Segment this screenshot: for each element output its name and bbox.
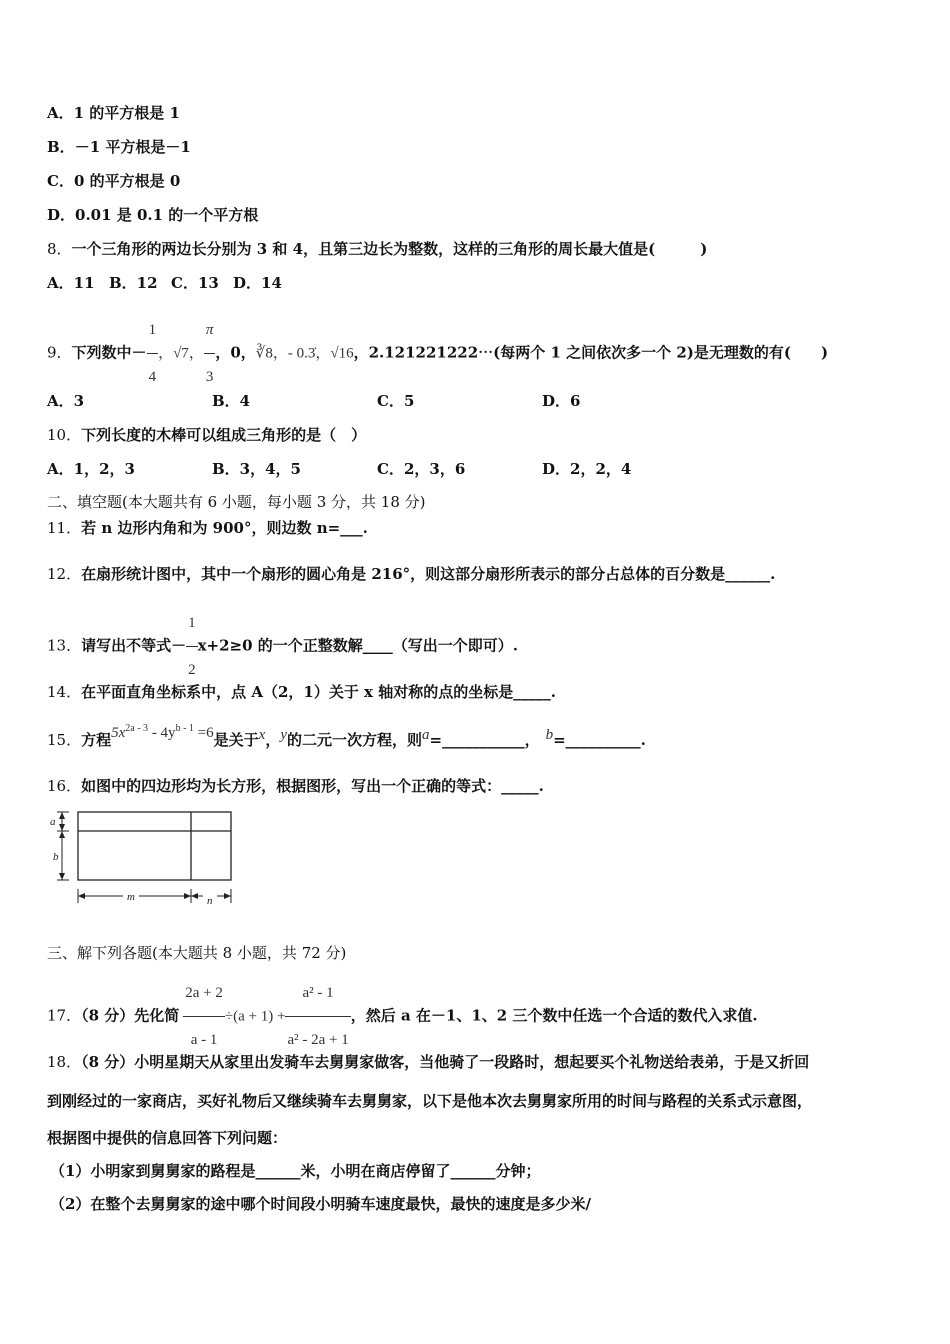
q18-sub-1: （1）小明家到舅舅家的路程是______米，小明在商店停留了______分钟； xyxy=(50,1162,541,1180)
q10-option-d: D．2，2，4 xyxy=(542,460,632,478)
q18-sub-2: （2）在整个去舅舅家的途中哪个时间段小明骑车速度最快，最快的速度是多少米/ xyxy=(50,1195,591,1213)
q9-fraction-1-4: $\frac{1}{4}$ xyxy=(147,307,159,400)
q9-fraction-pi-3: $\frac{\pi}{3}$ xyxy=(204,307,216,400)
q10-option-b: B．3，4，5 xyxy=(212,460,301,478)
section-2-heading: 二、填空题(本大题共有 6 小题，每小题 3 分，共 18 分) xyxy=(47,493,426,511)
q8-option-d: D．14 xyxy=(233,274,282,292)
q16-stem: 16．如图中的四边形均为长方形，根据图形，写出一个正确的等式：_____. xyxy=(47,777,544,795)
q18-line-2: 到刚经过的一家商店，买好礼物后又继续骑车去舅舅家，以下是他本次去舅舅家所用的时间与路程的关系式示意图， xyxy=(47,1092,813,1110)
q18-line-1: 18．（8 分）小明星期天从家里出发骑车去舅舅家做客，当他骑了一段路时，想起要买个礼物送给表弟，于是又折回 xyxy=(47,1053,810,1071)
q9-options xyxy=(47,391,580,411)
q9-option-c: C．5 xyxy=(377,392,415,410)
q7-option-b: B．－1 平方根是－1 xyxy=(47,138,191,156)
q11: 11．若 n 边形内角和为 900°，则边数 n=___. xyxy=(47,519,368,537)
q14: 14．在平面直角坐标系中，点 A（2，1）关于 x 轴对称的点的坐标是_____. xyxy=(47,683,556,701)
section-3-heading: 三、解下列各题(本大题共 8 小题，共 72 分) xyxy=(47,944,347,962)
q17-fraction-2: $\frac{\text{a² - 1}}{\text{a² - 2a + 1}}$ xyxy=(285,970,350,1063)
q16-rectangle-figure xyxy=(45,805,240,910)
q9-option-b: B．4 xyxy=(212,392,251,410)
q7-option-c: C．0 的平方根是 0 xyxy=(47,172,181,190)
q12: 12．在扇形统计图中，其中一个扇形的圆心角是 216°，则这部分扇形所表示的部分占总体的百分数是______. xyxy=(47,565,776,583)
label-m: m xyxy=(127,891,135,903)
q15: 15．方程$5x^{2a - 3} - 4y^{b - 1} =6$是关于x，y的二元一次方程，则a=___________， b=__________. xyxy=(47,723,646,749)
outer-rectangle xyxy=(78,812,231,880)
q13-fraction-1-2: $\frac{1}{2}$ xyxy=(186,600,198,693)
label-b: b xyxy=(53,851,59,863)
q10-option-a: A．1，2，3 xyxy=(47,460,135,478)
q9-option-d: D．6 xyxy=(542,392,581,410)
q8-option-a: A．11 xyxy=(47,274,95,292)
q9-option-a: A．3 xyxy=(47,392,85,410)
q15-equation: $5x^{2a - 3} - 4y^{b - 1} =6$ xyxy=(111,723,214,741)
q10-option-c: C．2，3，6 xyxy=(377,460,466,478)
q8-option-c: C．13 xyxy=(171,274,219,292)
q9-stem: 9．下列数中－ $\frac{1}{4}$ ，√7， $\frac{\pi}{3}$ ，0，∛8，- 0.3̇，√16，2.121221222⋯(每两个 1 之间依次多一个 2)是无理数的有( ) xyxy=(47,307,828,400)
q7-option-a: A．1 的平方根是 1 xyxy=(47,104,180,122)
q17-fraction-1: $\frac{2a + 2}{a - 1}$ xyxy=(183,970,225,1063)
q8-options xyxy=(47,273,282,293)
q18-line-3: 根据图中提供的信息回答下列问题： xyxy=(47,1129,288,1147)
q13: 13．请写出不等式－ $\frac{1}{2}$ x+2≥0 的一个正整数解____（写出一个即可）. xyxy=(47,600,518,693)
q8-stem: 8．一个三角形的两边长分别为 3 和 4，且第三边长为整数，这样的三角形的周长最大值是( ) xyxy=(47,240,708,258)
label-a: a xyxy=(50,816,56,828)
q7-option-d: D．0.01 是 0.1 的一个平方根 xyxy=(47,206,259,224)
label-n: n xyxy=(207,895,213,907)
q10-options xyxy=(47,459,631,479)
q17: 17．（8 分）先化简 $\frac{2a + 2}{a - 1}$ ÷(a + 1) + $\frac{\text{a² - 1}}{\text{a² - 2a + 1}}$ ，然后 a 在－1、1、2 三个数中任选一个合适的数代入求值. xyxy=(47,970,758,1063)
q10-stem: 10．下列长度的木棒可以组成三角形的是（ ） xyxy=(47,426,367,444)
q8-option-b: B．12 xyxy=(109,274,158,292)
